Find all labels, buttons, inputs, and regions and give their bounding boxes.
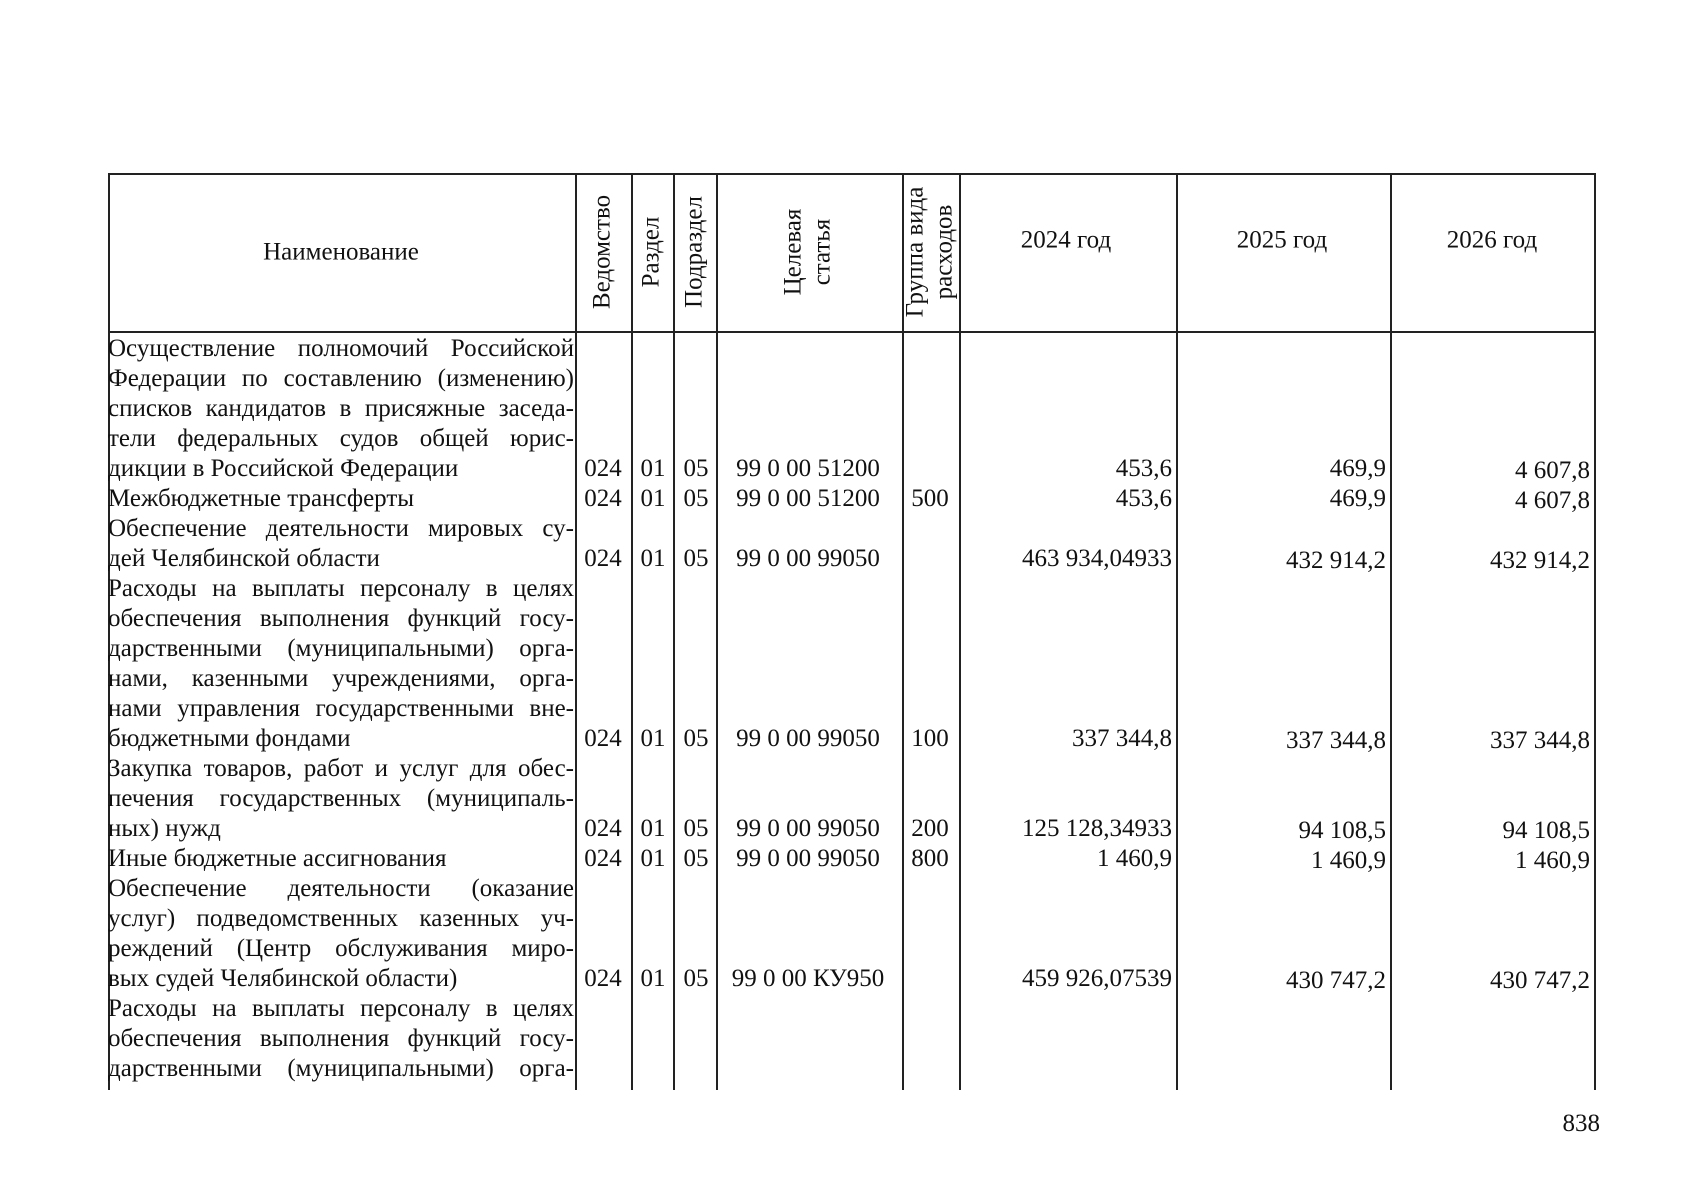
row-2-2024: 463 934,04933 xyxy=(1022,545,1172,572)
header-name: Наименование xyxy=(263,238,419,266)
row-2-ved: 024 xyxy=(584,545,622,572)
col-line-2024 xyxy=(959,173,961,1090)
page-number: 838 xyxy=(1562,1110,1600,1137)
header-podrazdel: Подраздел xyxy=(680,196,708,308)
row-1-2024: 453,6 xyxy=(1115,485,1172,512)
row-3-2026: 337 344,8 xyxy=(1490,727,1590,754)
row-0-celevaya: 99 0 00 51200 xyxy=(736,455,880,482)
row-7-name-line-0: Расходы на выплаты персоналу в целях xyxy=(108,995,574,1022)
row-1-ved: 024 xyxy=(584,485,622,512)
row-4-name-line-0: Закупка товаров, работ и услуг для обес- xyxy=(108,755,574,782)
row-2-2026: 432 914,2 xyxy=(1490,547,1590,574)
row-5-2026: 1 460,9 xyxy=(1515,847,1590,874)
row-0-2025: 469,9 xyxy=(1329,455,1386,482)
row-5-podrazdel: 05 xyxy=(683,845,709,872)
row-2-gruppa xyxy=(904,544,956,574)
col-line-celevaya xyxy=(716,173,718,1090)
row-0-name-line-1: Федерации по составлению (изменению) xyxy=(108,365,574,392)
col-line-2025 xyxy=(1176,173,1178,1090)
row-6-name-line-3: вых судей Челябинской области) xyxy=(108,965,458,992)
col-line-ved xyxy=(575,173,577,1090)
row-3-2024: 337 344,8 xyxy=(1072,725,1172,752)
row-6-2024: 459 926,07539 xyxy=(1022,965,1172,992)
row-6-podrazdel: 05 xyxy=(683,965,709,992)
row-3-name-line-0: Расходы на выплаты персоналу в целях xyxy=(108,575,574,602)
row-1-gruppa: 500 xyxy=(911,485,949,512)
row-2-celevaya: 99 0 00 99050 xyxy=(736,545,880,572)
row-0-name-line-3: тели федеральных судов общей юрис- xyxy=(108,425,574,452)
row-6-2025: 430 747,2 xyxy=(1286,967,1386,994)
row-4-ved: 024 xyxy=(584,815,622,842)
row-0-2026: 4 607,8 xyxy=(1515,457,1590,484)
row-2-name-line-1: дей Челябинской области xyxy=(108,545,380,572)
row-2-razdel: 01 xyxy=(640,545,666,572)
row-3-name-line-2: дарственными (муниципальными) орга- xyxy=(108,635,574,662)
row-1-name-line-0: Межбюджетные трансферты xyxy=(108,485,415,512)
row-6-2026: 430 747,2 xyxy=(1490,967,1590,994)
row-3-gruppa: 100 xyxy=(911,725,949,752)
row-5-razdel: 01 xyxy=(640,845,666,872)
header-gruppa-line2: расходов xyxy=(930,204,957,300)
row-1-2026: 4 607,8 xyxy=(1515,487,1590,514)
header-gruppa xyxy=(901,187,959,318)
row-5-2024: 1 460,9 xyxy=(1097,845,1172,872)
row-4-podrazdel: 05 xyxy=(683,815,709,842)
row-6-name-line-0: Обеспечение деятельности (оказание xyxy=(108,875,574,902)
row-3-name-line-4: нами управления государственными вне- xyxy=(108,695,574,722)
row-1-razdel: 01 xyxy=(640,485,666,512)
row-3-name-line-1: обеспечения выполнения функций госу- xyxy=(108,605,574,632)
row-3-ved: 024 xyxy=(584,725,622,752)
col-line-razdel xyxy=(631,173,633,1090)
row-4-2025: 94 108,5 xyxy=(1298,817,1386,844)
row-4-name-line-2: ных) нужд xyxy=(108,815,221,842)
row-1-podrazdel: 05 xyxy=(683,485,709,512)
row-4-2024: 125 128,34933 xyxy=(1022,815,1172,842)
row-0-name-line-2: списков кандидатов в присяжные заседа- xyxy=(108,395,574,422)
row-6-ved: 024 xyxy=(584,965,622,992)
header-celevaya xyxy=(779,209,837,296)
row-3-razdel: 01 xyxy=(640,725,666,752)
row-6-name-line-2: реждений (Центр обслуживания миро- xyxy=(108,935,574,962)
col-line-2026 xyxy=(1390,173,1392,1090)
row-6-celevaya: 99 0 00 КУ950 xyxy=(731,965,885,992)
row-5-name-line-0: Иные бюджетные ассигнования xyxy=(108,845,447,872)
row-1-2025: 469,9 xyxy=(1329,485,1386,512)
row-0-2024: 453,6 xyxy=(1115,455,1172,482)
row-3-name-line-5: бюджетными фондами xyxy=(108,725,351,752)
row-3-name-line-3: нами, казенными учреждениями, орга- xyxy=(108,665,574,692)
row-7-name-line-1: обеспечения выполнения функций госу- xyxy=(108,1025,574,1052)
row-0-podrazdel: 05 xyxy=(683,455,709,482)
header-gruppa-line1: Группа вида xyxy=(901,186,929,318)
col-line-right xyxy=(1594,173,1596,1090)
row-2-2025: 432 914,2 xyxy=(1286,547,1386,574)
row-2-name-line-0: Обеспечение деятельности мировых су- xyxy=(108,515,574,542)
row-0-name-line-4: дикции в Российской Федерации xyxy=(108,455,459,482)
row-7-name-line-2: дарственными (муниципальными) орга- xyxy=(108,1055,574,1082)
header-razdel: Раздел xyxy=(637,216,665,288)
table-top-border xyxy=(108,173,1596,175)
row-6-gruppa xyxy=(904,964,956,994)
row-5-gruppa: 800 xyxy=(911,845,949,872)
row-0-gruppa xyxy=(904,454,956,484)
row-3-2025: 337 344,8 xyxy=(1286,727,1386,754)
row-4-celevaya: 99 0 00 99050 xyxy=(736,815,880,842)
row-3-celevaya: 99 0 00 99050 xyxy=(736,725,880,752)
row-0-razdel: 01 xyxy=(640,455,666,482)
header-ved: Ведомство xyxy=(588,194,616,310)
row-4-2026: 94 108,5 xyxy=(1502,817,1590,844)
row-6-name-line-1: услуг) подведомственных казенных уч- xyxy=(108,905,574,932)
row-4-name-line-1: печения государственных (муниципаль- xyxy=(108,785,574,812)
row-4-razdel: 01 xyxy=(640,815,666,842)
row-0-name-line-0: Осуществление полномочий Российской xyxy=(108,335,574,362)
row-4-gruppa: 200 xyxy=(911,815,949,842)
header-bottom-border xyxy=(108,331,1596,333)
row-5-2025: 1 460,9 xyxy=(1311,847,1386,874)
header-celevaya-line2: статья xyxy=(808,218,835,286)
header-2024: 2024 год xyxy=(1020,226,1112,254)
row-5-ved: 024 xyxy=(584,845,622,872)
row-1-celevaya: 99 0 00 51200 xyxy=(736,485,880,512)
header-2026: 2026 год xyxy=(1446,226,1538,254)
col-line-podrazdel xyxy=(673,173,675,1090)
header-2025: 2025 год xyxy=(1236,226,1328,254)
header-celevaya-line1: Целевая xyxy=(779,208,807,296)
row-2-podrazdel: 05 xyxy=(683,545,709,572)
row-5-celevaya: 99 0 00 99050 xyxy=(736,845,880,872)
row-0-ved: 024 xyxy=(584,455,622,482)
row-6-razdel: 01 xyxy=(640,965,666,992)
row-3-podrazdel: 05 xyxy=(683,725,709,752)
